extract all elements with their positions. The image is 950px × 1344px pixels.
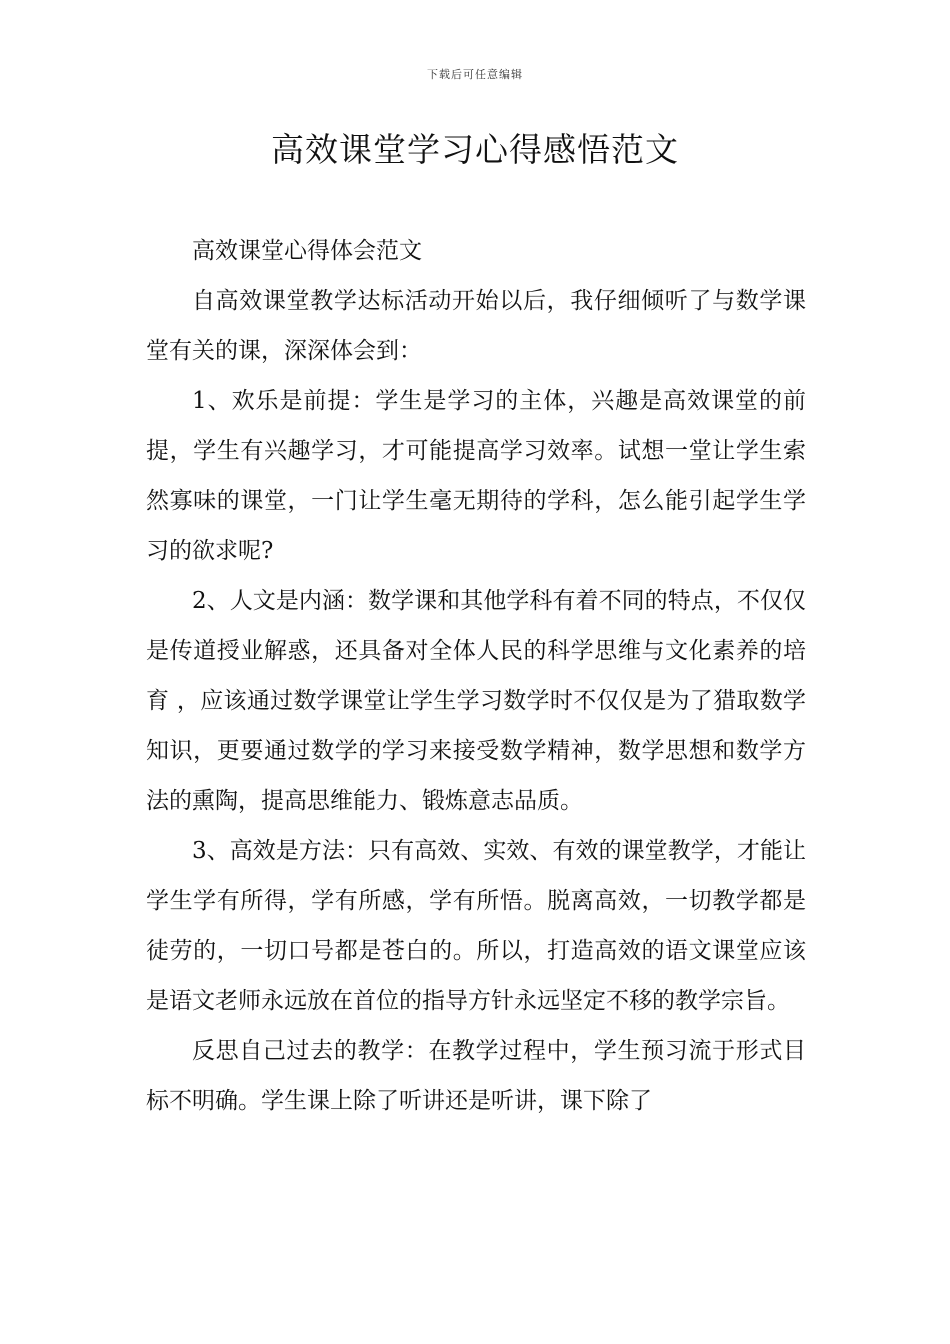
body-paragraph: 3、高效是方法：只有高效、实效、有效的课堂教学，才能让学生学有所得，学有所感，学有所悟。脱离高效，一切教学都是徒劳的，一切口号都是苍白的。所以，打造高效的语文课堂应该是语文老师永远放在首位的指导方针永远坚定不移的教学宗旨。 (146, 838, 806, 1014)
body-paragraph: 1、欢乐是前提：学生是学习的主体，兴趣是高效课堂的前提，学生有兴趣学习，才可能提高学习效率。试想一堂让学生索然寡味的课堂，一门让学生毫无期待的学科，怎么能引起学生学习的欲求呢? (146, 388, 806, 564)
body-paragraph: 反思自己过去的教学：在教学过程中，学生预习流于形式目标不明确。学生课上除了听讲还是听讲，课下除了 (146, 1038, 806, 1114)
body-paragraph: 2、人文是内涵：数学课和其他学科有着不同的特点，不仅仅是传道授业解惑，还具备对全体人民的科学思维与文化素养的培育 ，应该通过数学课堂让学生学习数学时不仅仅是为了猎取数学知识，更要通过数学的学习来接受数学精神，数学思想和数学方法的熏陶，提高思维能力、锻炼意志品质。 (146, 588, 806, 814)
document-body (146, 226, 806, 1126)
header-note: 下载后可任意编辑 (427, 68, 523, 81)
document-title: 高效课堂学习心得感悟范文 (271, 130, 679, 169)
body-paragraph: 高效课堂心得体会范文 (192, 238, 422, 264)
body-paragraph: 自高效课堂教学达标活动开始以后，我仔细倾听了与数学课堂有关的课，深深体会到： (146, 288, 806, 364)
